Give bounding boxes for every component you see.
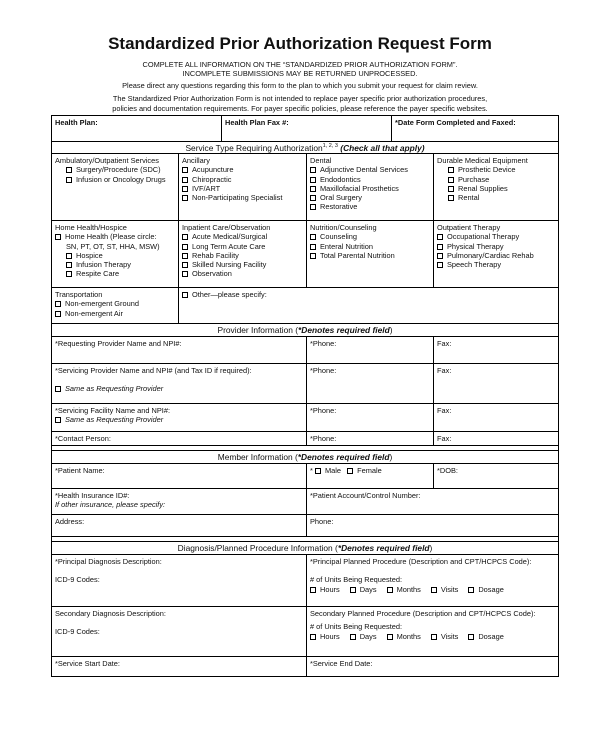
- option-rehab[interactable]: Rehab Facility: [182, 251, 303, 260]
- health-plan-field[interactable]: Health Plan:: [52, 116, 222, 141]
- dob-field[interactable]: *DOB:: [437, 466, 458, 475]
- service-type-heading: Service Type Requiring Authorization$^{1, 2, 3}$ (Check all that apply): [185, 142, 425, 153]
- checkbox[interactable]: [448, 186, 454, 192]
- instruction-line-4: The Standardized Prior Authorization Form is not intended to replace payer specific prior authorization procedures,: [112, 94, 488, 103]
- option-pulmonary[interactable]: Pulmonary/Cardiac Rehab: [437, 251, 555, 260]
- service-end-date-field[interactable]: *Service End Date:: [310, 659, 373, 668]
- instruction-line-3: Please direct any questions regarding this form to the plan to which you submit your request for claim review.: [122, 81, 478, 90]
- checkbox[interactable]: [66, 177, 72, 183]
- provider-heading: Provider Information (*Denotes required field): [217, 325, 393, 335]
- checkbox[interactable]: [310, 244, 316, 250]
- option-rental[interactable]: Rental: [437, 193, 555, 202]
- checkbox[interactable]: [55, 311, 61, 317]
- option-non-participating[interactable]: Non-Participating Specialist: [182, 193, 303, 202]
- health-plan-fax-field[interactable]: Health Plan Fax #:: [222, 116, 392, 141]
- option-purchase[interactable]: Purchase: [437, 175, 555, 184]
- option-infusion-oncology[interactable]: Infusion or Oncology Drugs: [55, 175, 175, 184]
- option-home-health[interactable]: Home Health (Please circle:: [55, 232, 175, 241]
- option-observation[interactable]: Observation: [182, 269, 303, 278]
- option-chiropractic[interactable]: Chiropractic: [182, 175, 303, 184]
- option-prosthetic[interactable]: Prosthetic Device: [437, 165, 555, 174]
- option-tpn[interactable]: Total Parental Nutrition: [310, 251, 430, 260]
- option-acupuncture[interactable]: Acupuncture: [182, 165, 303, 174]
- checkbox[interactable]: [350, 587, 356, 593]
- option-air[interactable]: Non-emergent Air: [55, 309, 175, 318]
- option-ivf[interactable]: IVF/ART: [182, 184, 303, 193]
- servicing-provider-field[interactable]: *Servicing Provider Name and NPI# (and Tax ID if required): Same as Requesting Provider: [52, 364, 307, 403]
- inpatient-group: Inpatient Care/Observation Acute Medical/Surgical Long Term Acute Care Rehab Facility Skilled Nursing Facility Observation: [179, 221, 307, 287]
- page-title: Standardized Prior Authorization Request Form: [108, 34, 492, 53]
- same-as-requesting-option-2[interactable]: Same as Requesting Provider: [55, 415, 303, 424]
- checkbox[interactable]: [350, 634, 356, 640]
- contact-phone-field[interactable]: *Phone:: [307, 432, 434, 445]
- checkbox[interactable]: [437, 253, 443, 259]
- option-ltac[interactable]: Long Term Acute Care: [182, 242, 303, 251]
- option-female[interactable]: Female: [347, 466, 382, 475]
- checkbox[interactable]: [55, 301, 61, 307]
- unit-dosage[interactable]: Dosage: [468, 585, 503, 594]
- checkbox[interactable]: [310, 587, 316, 593]
- diagnosis-heading: Diagnosis/Planned Procedure Information (*Denotes required field): [177, 543, 433, 553]
- facility-fax-field[interactable]: Fax:: [437, 406, 452, 415]
- checkbox[interactable]: [437, 244, 443, 250]
- checkbox[interactable]: [431, 634, 437, 640]
- checkbox[interactable]: [387, 634, 393, 640]
- option-speech[interactable]: Speech Therapy: [437, 260, 555, 269]
- checkbox[interactable]: [347, 468, 353, 474]
- checkbox[interactable]: [448, 167, 454, 173]
- patient-account-field[interactable]: *Patient Account/Control Number:: [310, 491, 421, 500]
- option-endodontics[interactable]: Endodontics: [310, 175, 430, 184]
- member-phone-field[interactable]: Phone:: [310, 517, 334, 526]
- option-infusion-therapy[interactable]: Infusion Therapy: [55, 260, 175, 269]
- principal-procedure-field[interactable]: *Principal Planned Procedure (Description and CPT/HCPCS Code): # of Units Being Requested: Hours Days Months Visits Dosage: [307, 555, 558, 606]
- instruction-line-1: COMPLETE ALL INFORMATION ON THE “STANDARDIZED PRIOR AUTHORIZATION FORM”.: [142, 60, 458, 69]
- checkbox[interactable]: [182, 195, 188, 201]
- dme-group: Durable Medical Equipment Prosthetic Device Purchase Renal Supplies Rental: [434, 154, 558, 220]
- checkbox[interactable]: [310, 234, 316, 240]
- unit-days[interactable]: Days: [350, 585, 377, 594]
- checkbox[interactable]: [310, 167, 316, 173]
- secondary-icd-field[interactable]: ICD-9 Codes:: [55, 627, 100, 637]
- requesting-provider-field[interactable]: *Requesting Provider Name and NPI#:: [52, 337, 307, 363]
- checkbox[interactable]: [182, 186, 188, 192]
- authorization-form: [51, 115, 559, 677]
- checkbox[interactable]: [448, 177, 454, 183]
- option-enteral[interactable]: Enteral Nutrition: [310, 242, 430, 251]
- unit-months[interactable]: Months: [387, 632, 421, 641]
- nutrition-group: Nutrition/Counseling Counseling Enteral Nutrition Total Parental Nutrition: [307, 221, 434, 287]
- checkbox[interactable]: [310, 634, 316, 640]
- option-surgery[interactable]: Surgery/Procedure (SDC): [55, 165, 175, 174]
- option-male[interactable]: * Male: [310, 466, 341, 475]
- option-maxillofacial[interactable]: Maxillofacial Prosthetics: [310, 184, 430, 193]
- requesting-fax-field[interactable]: Fax:: [437, 339, 452, 348]
- checkbox[interactable]: [182, 167, 188, 173]
- checkbox[interactable]: [182, 244, 188, 250]
- option-occupational[interactable]: Occupational Therapy: [437, 232, 555, 241]
- servicing-phone-field[interactable]: *Phone:: [307, 364, 434, 403]
- checkbox[interactable]: [310, 253, 316, 259]
- checkbox[interactable]: [55, 417, 61, 423]
- option-ground[interactable]: Non-emergent Ground: [55, 299, 175, 308]
- ancillary-group: Ancillary Acupuncture Chiropractic IVF/ART Non-Participating Specialist: [179, 154, 307, 220]
- unit-dosage[interactable]: Dosage: [468, 632, 503, 641]
- checkbox[interactable]: [182, 262, 188, 268]
- checkbox[interactable]: [66, 271, 72, 277]
- servicing-fax-field[interactable]: Fax:: [437, 366, 452, 375]
- service-start-date-field[interactable]: *Service Start Date:: [52, 657, 307, 676]
- checkbox[interactable]: [182, 177, 188, 183]
- transportation-group: Transportation Non-emergent Ground Non-emergent Air: [52, 288, 179, 323]
- checkbox[interactable]: [310, 186, 316, 192]
- unit-visits[interactable]: Visits: [431, 585, 459, 594]
- principal-icd-field[interactable]: ICD-9 Codes:: [55, 575, 100, 585]
- checkbox[interactable]: [387, 587, 393, 593]
- option-oral-surgery[interactable]: Oral Surgery: [310, 193, 430, 202]
- same-as-requesting-option-1[interactable]: Same as Requesting Provider: [55, 384, 303, 393]
- checkbox[interactable]: [468, 634, 474, 640]
- secondary-procedure-field[interactable]: Secondary Planned Procedure (Description and CPT/HCPCS Code): # of Units Being Requested: Hours Days Months Visits Dosage: [307, 607, 558, 656]
- insurance-id-field[interactable]: *Health Insurance ID#: If other insurance, please specify:: [52, 489, 307, 514]
- member-heading: Member Information (*Denotes required field): [217, 452, 393, 462]
- option-snf[interactable]: Skilled Nursing Facility: [182, 260, 303, 269]
- unit-hours[interactable]: Hours: [310, 632, 340, 641]
- checkbox[interactable]: [315, 468, 321, 474]
- instruction-line-5: policies and documentation requirements. For payer specific policies, please reference the payer specific websites.: [112, 104, 488, 113]
- checkbox[interactable]: [310, 177, 316, 183]
- secondary-unit-options: [310, 632, 555, 641]
- option-counseling[interactable]: Counseling: [310, 232, 430, 241]
- date-completed-field[interactable]: *Date Form Completed and Faxed:: [395, 118, 516, 127]
- unit-visits[interactable]: Visits: [431, 632, 459, 641]
- checkbox[interactable]: [431, 587, 437, 593]
- home-health-circle-options: SN, PT, OT, ST, HHA, MSW): [66, 241, 160, 251]
- option-physical[interactable]: Physical Therapy: [437, 242, 555, 251]
- checkbox[interactable]: [310, 204, 316, 210]
- option-other[interactable]: Other—please specify:: [182, 290, 555, 299]
- checkbox[interactable]: [437, 234, 443, 240]
- dental-group: Dental Adjunctive Dental Services Endodontics Maxillofacial Prosthetics Oral Surgery Restorative: [307, 154, 434, 220]
- unit-hours[interactable]: Hours: [310, 585, 340, 594]
- checkbox[interactable]: [55, 386, 61, 392]
- checkbox[interactable]: [182, 234, 188, 240]
- address-field[interactable]: Address:: [52, 515, 307, 536]
- checkbox[interactable]: [182, 253, 188, 259]
- requesting-phone-field[interactable]: *Phone:: [307, 337, 434, 363]
- secondary-diagnosis-field[interactable]: Secondary Diagnosis Description: ICD-9 Codes:: [52, 607, 307, 656]
- servicing-facility-field[interactable]: *Servicing Facility Name and NPI#: Same as Requesting Provider: [52, 404, 307, 431]
- option-respite[interactable]: Respite Care: [55, 269, 175, 278]
- checkbox[interactable]: [66, 262, 72, 268]
- home-health-group: Home Health/Hospice Home Health (Please circle: SN, PT, OT, ST, HHA, MSW) Hospice Infusion Therapy Respite Care: [52, 221, 179, 287]
- unit-months[interactable]: Months: [387, 585, 421, 594]
- option-hospice[interactable]: Hospice: [55, 251, 175, 260]
- instruction-line-2: INCOMPLETE SUBMISSIONS MAY BE RETURNED UNPROCESSED.: [182, 69, 418, 78]
- checkbox[interactable]: [437, 262, 443, 268]
- patient-name-field[interactable]: *Patient Name:: [52, 464, 307, 488]
- option-acute-medical[interactable]: Acute Medical/Surgical: [182, 232, 303, 241]
- facility-phone-field[interactable]: *Phone:: [307, 404, 434, 431]
- checkbox[interactable]: [468, 587, 474, 593]
- other-group: [179, 288, 558, 323]
- unit-days[interactable]: Days: [350, 632, 377, 641]
- checkbox[interactable]: [182, 292, 188, 298]
- checkbox[interactable]: [182, 271, 188, 277]
- ambulatory-group: Ambulatory/Outpatient Services Surgery/Procedure (SDC) Infusion or Oncology Drugs: [52, 154, 179, 220]
- checkbox[interactable]: [66, 253, 72, 259]
- checkbox[interactable]: [55, 234, 61, 240]
- option-restorative[interactable]: Restorative: [310, 202, 430, 211]
- checkbox[interactable]: [66, 167, 72, 173]
- checkbox[interactable]: [448, 195, 454, 201]
- principal-unit-options: [310, 585, 555, 594]
- outpatient-therapy-group: Outpatient Therapy Occupational Therapy Physical Therapy Pulmonary/Cardiac Rehab Speech Therapy: [434, 221, 558, 287]
- principal-diagnosis-field[interactable]: *Principal Diagnosis Description: ICD-9 Codes:: [52, 555, 307, 606]
- option-renal[interactable]: Renal Supplies: [437, 184, 555, 193]
- option-adjunctive-dental[interactable]: Adjunctive Dental Services: [310, 165, 430, 174]
- contact-fax-field[interactable]: Fax:: [437, 434, 452, 443]
- checkbox[interactable]: [310, 195, 316, 201]
- contact-person-field[interactable]: *Contact Person:: [52, 432, 307, 445]
- sex-field: [307, 464, 434, 488]
